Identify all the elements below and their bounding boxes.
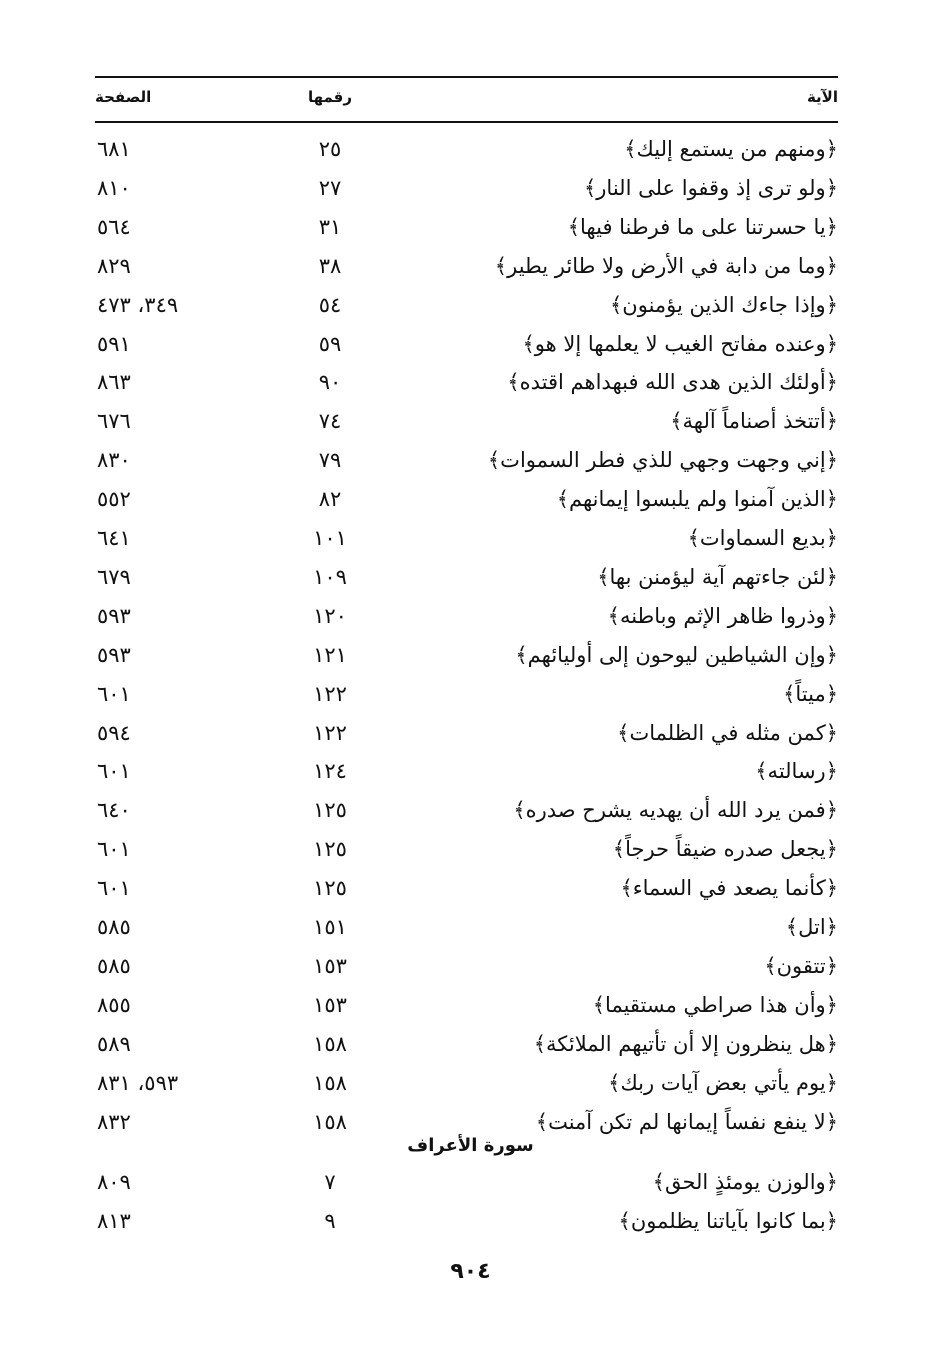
ayah-text: ﴿بديع السماوات﴾ [687,526,838,550]
header-page: الصفحة [95,88,152,106]
page-reference: ٨١٣ [97,1208,131,1233]
ayah-text: ﴿لا ينفع نفساً إيمانها لم تكن آمنت﴾ [535,1109,838,1134]
ayah-number: ٣٨ [318,253,342,278]
page-reference: ٦٠١ [97,759,131,784]
ayah-number: ١٢٥ [313,837,347,862]
ayah-text: ﴿أولئك الذين هدى الله فبهداهم اقتده﴾ [507,370,838,395]
page-number: ٩٠٤ [450,1259,491,1284]
table-row [0,558,941,596]
page-reference: ٨٥٥ [97,992,131,1017]
ayah-number: ١٢٢ [313,681,347,706]
ayah-number: ١٥٣ [313,992,347,1017]
ayah-number: ٣١ [318,214,342,239]
ayah-number: ١٥٨ [313,1031,347,1056]
surah-title: سورة الأعراف [407,1135,534,1156]
table-row [0,986,941,1024]
page-reference: ٥٥٢ [97,487,131,512]
ayah-number: ٢٥ [318,137,342,161]
ayah-text: ﴿كأنما يصعد في السماء﴾ [620,876,838,901]
ayah-text: ﴿وإذا جاءك الذين يؤمنون﴾ [610,292,838,317]
ayah-number: ١٥١ [313,915,347,939]
table-row [0,869,941,907]
ayah-text: ﴿وما من دابة في الأرض ولا طائر يطير﴾ [494,253,838,278]
ayah-text: ﴿اتل﴾ [785,915,838,939]
page-reference: ٦٠١ [97,837,131,862]
ayah-number: ١٠٩ [313,564,347,589]
ayah-text: ﴿وإن الشياطين ليوحون إلى أوليائهم﴾ [515,642,838,667]
ayah-number: ٩ [324,1208,336,1233]
ayah-text: ﴿ولو ترى إذ وقفوا على النار﴾ [583,175,838,200]
ayah-number: ١٢٥ [313,798,347,823]
page-reference: ٨٠٩ [97,1170,131,1194]
table-row [0,597,941,635]
page-reference: ٨٣٢ [97,1109,131,1134]
header-number: رقمها [307,88,353,106]
table-row [0,130,941,168]
page-reference: ٨٦٣ [97,370,131,395]
ayah-text: ﴿والوزن يومئذٍ الحق﴾ [652,1170,838,1194]
ayah-text: ﴿يجعل صدره ضيقاً حرجاً﴾ [612,837,838,862]
ayah-number: ٨٢ [318,487,342,512]
table-row [0,908,941,946]
page-reference: ٥٩٣ [97,642,131,667]
ayah-text: ﴿وأن هذا صراطي مستقيما﴾ [592,992,838,1017]
ayah-text: ﴿وعنده مفاتح الغيب لا يعلمها إلا هو﴾ [522,331,838,356]
ayah-number: ١٠١ [313,526,347,550]
page-reference: ٦٠١ [97,876,131,901]
table-row [0,325,941,363]
table-row [0,247,941,285]
top-rule [95,76,838,78]
ayah-text: ﴿وذروا ظاهر الإثم وباطنه﴾ [607,603,838,628]
page-reference: ٦٧٩ [97,564,131,589]
table-row [0,1163,941,1201]
ayah-number: ٢٧ [318,175,342,200]
page-reference: ٥٩١ [97,331,131,356]
table-row [0,1202,941,1240]
ayah-text: ﴿يوم يأتي بعض آيات ربك﴾ [608,1070,838,1095]
page-reference: ٣٤٩، ٤٧٣ [97,292,179,317]
ayah-text: ﴿ومنهم من يستمع إليك﴾ [624,137,838,161]
table-row [0,791,941,829]
page-reference: ٥٨٩ [97,1031,131,1056]
ayah-text: ﴿تتقون﴾ [764,953,838,978]
ayah-number: ١٥٨ [313,1070,347,1095]
page-reference: ٥٦٤ [97,214,131,239]
ayah-text: ﴿بما كانوا بآياتنا يظلمون﴾ [618,1208,838,1233]
ayah-number: ٥٤ [318,292,342,317]
table-row [0,402,941,440]
page-reference: ٥٨٥ [97,915,131,939]
table-row [0,714,941,752]
ayah-number: ١٢٥ [313,876,347,901]
ayah-number: ٥٩ [318,331,342,356]
table-row [0,1025,941,1063]
ayah-number: ١٢٢ [313,720,347,745]
ayah-number: ٧٩ [318,448,342,473]
table-row [0,675,941,713]
page-reference: ٦٤٠ [97,798,131,823]
page-reference: ٥٩٣ [97,603,131,628]
page-reference: ٥٩٤ [97,720,131,745]
page-reference: ٥٨٥ [97,953,131,978]
header-rule [95,121,838,123]
ayah-text: ﴿فمن يرد الله أن يهديه يشرح صدره﴾ [513,798,838,823]
ayah-text: ﴿كمن مثله في الظلمات﴾ [617,720,838,745]
ayah-text: ﴿ميتاً﴾ [783,681,838,706]
header-ayah: الآية [806,88,838,106]
page-reference: ٥٩٣، ٨٣١ [97,1070,179,1095]
table-row [0,169,941,207]
table-row [0,636,941,674]
ayah-number: ٧٤ [318,409,342,434]
ayah-number: ٧ [324,1170,336,1194]
table-row [0,441,941,479]
ayah-text: ﴿يا حسرتنا على ما فرطنا فيها﴾ [567,214,838,239]
table-row [0,363,941,401]
table-row [0,286,941,324]
page-reference: ٦٤١ [97,526,131,550]
table-row [0,1064,941,1102]
page-reference: ٨٣٠ [97,448,131,473]
table-row [0,519,941,557]
table-row [0,947,941,985]
ayah-number: ١٢٤ [313,759,347,784]
page-reference: ٨٢٩ [97,253,131,278]
ayah-number: ١٢٠ [313,603,347,628]
ayah-number: ٩٠ [318,370,342,395]
page-reference: ٦٨١ [97,137,131,161]
table-row [0,208,941,246]
page-reference: ٨١٠ [97,175,131,200]
ayah-text: ﴿لئن جاءتهم آية ليؤمنن بها﴾ [597,564,838,589]
ayah-text: ﴿أتتخذ أصناماً آلهة﴾ [670,409,838,434]
ayah-number: ١٥٣ [313,953,347,978]
ayah-text: ﴿الذين آمنوا ولم يلبسوا إيمانهم﴾ [556,487,838,512]
table-row [0,752,941,790]
page-reference: ٦٠١ [97,681,131,706]
ayah-text: ﴿رسالته﴾ [755,759,838,784]
table-row [0,830,941,868]
ayah-number: ١٥٨ [313,1109,347,1134]
ayah-number: ١٢١ [313,642,347,667]
ayah-text: ﴿إني وجهت وجهي للذي فطر السموات﴾ [487,448,838,473]
ayah-text: ﴿هل ينظرون إلا أن تأتيهم الملائكة﴾ [533,1031,838,1056]
table-row [0,480,941,518]
page-reference: ٦٧٦ [97,409,131,434]
